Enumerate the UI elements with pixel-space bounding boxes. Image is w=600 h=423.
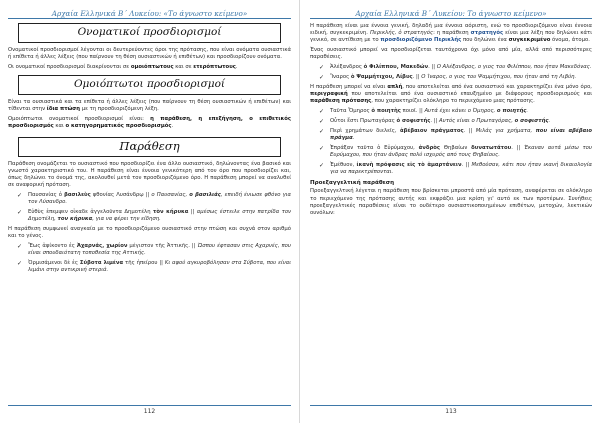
running-header: Αρχαία Ελληνικά Β΄ Λυκείου: «Το άγνωστο κείμενο» xyxy=(51,9,248,18)
subheading: Προεξαγγελτική παράθεση xyxy=(310,180,395,186)
header-rule xyxy=(8,18,291,19)
example-item: ✓ Παυσανίας ὁ βασιλεὺς φθονίας Λυσάνδρῳ || ο Παυσανίας, ο βασιλιάς, επειδή ένιωσε φθόνο για τον Λύσανδρο. xyxy=(17,192,291,206)
paragraph: Οι ονοματικοί προσδιορισμοί διακρίνονται σε ομοιόπτωτους και σε ετερόπτωτους. xyxy=(8,64,238,70)
example-item: ✓ Ἐπράξαν ταῦτα ὁ Εὐρύμαχου, ἀνδρὸς Θηβαίων δυνατωτάτου. || Έκαναν αυτά μέσω του Ευρύμαχου, που ήταν άνδρας πολύ ισχυρός από τους Θηβαίους. xyxy=(319,144,592,158)
paragraph: Η παράθεση μπορεί να είναι απλή, που αποτελείται από ένα ουσιαστικό και χαρακτηρίζει ένα μόνο όρο, περιγραφική που αποτελείται από ένα ουσιαστικό επαυξημένο με διάφορους προσδιορισμούς και παράθεση πρότασης, που χαρακτηρίζει ολόκληρο το περιεχόμενο μιας πρότασης. xyxy=(310,83,592,105)
example-item: ✓ Ἕως ἀφίκοντο ἐς Ἀχαρνάς, χωρίον μέγιστον τῆς Ἀττικῆς. || Ώσπου έφτασαν στις Αχαρνές, που είναι σπουδαιότατη τοποθεσία της Αττικής. xyxy=(17,243,291,257)
section-title: Ονοματικοί προσδιορισμοί xyxy=(77,26,222,38)
section-title: Παράθεση xyxy=(119,138,180,153)
example-item: ✓ Ἐμέθυον, ἱκανὴ πρόφασις εἰς τὸ ἁμαρτάνειν. || Μεθούσαν, κάτι που ήταν ικανή δικαιολογία για να παρεκτρέπονται. xyxy=(319,161,593,175)
check-icon: ✓ xyxy=(319,127,325,135)
section-title-box xyxy=(18,137,281,157)
page-number: 112 xyxy=(8,405,291,415)
example-item: ✓ Περὶ χρημάτων διελεῖς, ἀβέβαιον πράγματος. || Μιλάς για χρήματα, που είναι αβέβαιο πράγμα. xyxy=(319,127,593,141)
example-item: ✓ Οὗτοι ἔστι Πρωταγόρας ὁ σοφιστής. || Αυτός είναι ο Πρωταγόρας, ο σοφιστής. xyxy=(319,117,551,125)
paragraph: Παράθεση ονομάζεται το ουσιαστικό που προσδιορίζει ένα άλλο ουσιαστικό, δηλώνοντας ένα βασικό και γνωστό χαρακτηριστικό του. Η παράθεση είναι έννοια γενικότερη από τον όρο που προσδιορίζει και, όπως δηλώνει το όνομά της, ακολουθεί μετά τον προσδιοριζόμενο όρο. Η παράθεση μπορεί να αναλυθεί σε αναφορική πρόταση. xyxy=(8,160,291,189)
example-item: ✓ Ταῦτα Ὅμηρος ὁ ποιητὴς ποιοῖ. || Αυτά έχει κάνει ο Όμηρος, ο ποιητής. xyxy=(319,108,529,115)
paragraph: Προεξαγγελτική λέγεται η παράθεση που βρίσκεται μπροστά από μία πρόταση, αναφέρεται σε ολόκληρο το περιεχόμενο της πρότασης αυτής και εκφράζει μια κρίση γι' αυτό εκ των προτέρων. Συνήθεις προεξαγγελτικές παραθέσεις είναι το ουδέτερο ουσιαστικοποιημένων επιθέτων, μετοχών, λεκτικών ουνόλων: xyxy=(310,188,592,216)
example-item: ✓ Ἀλέξανδρος ὁ Φιλίππου, Μακεδών. || Ο Αλέξανδρος, ο γιος του Φιλίππου, που ήταν Μακεδόνας. xyxy=(319,64,592,72)
check-icon: ✓ xyxy=(17,209,23,217)
check-icon: ✓ xyxy=(319,108,325,115)
example-item: ✓ Ἴναρος ὁ Ψαμμήτιχου, Λίβυς. || Ο Ίναρος, ο γιος του Ψαμμήτιχου, που ήταν από τη Λιβύη. xyxy=(319,74,577,81)
paragraph: Είναι τα ουσιαστικά και τα επίθετα ή άλλες λέξεις (που παίρνουν τη θέση ουσιαστικών ή επιθέτων) και τίθενται στην ίδια πτώση με τη προσδιοριζόμενη λέξη. xyxy=(8,99,291,113)
section-title: Ομοιόπτωτοι προσδιορισμοί xyxy=(73,78,226,91)
paragraph: Η παράθεση είναι μια έννοια γενική, δηλαδή μια έννοια αόριστη, ενώ το προσδιοριζόμενο είναι έννοια ειδική, συγκεκριμένη. Περικλής, ὁ στρατηγός: η παράθεση στρατηγός είναι μια λέξη που δηλώνει κάτι γενικό, σε αντίθεση με το προσδιοριζόμενο Περικλής που δηλώνει ένα συγκεκριμένο όνομα, άτομο. xyxy=(310,23,592,44)
section-title-box xyxy=(18,23,281,43)
running-header: Αρχαία Ελληνικά Β΄ Λυκείου: Το άγνωστο κείμενο» xyxy=(355,9,547,18)
paragraph: Ένας ουσιαστικό μπορεί να προσδιορίζεται ταυτόχρονα όχι μόνο από μία, αλλά από περισσότερες παραθέσεις. xyxy=(310,47,592,61)
example-item: ✓ Ὁρμισάμενοι δὲ ἐς Σύβοτα λιμένα τῆς ἠπείρου || Κι αφού αγκυροβόλησαν στα Σύβοτα, που είναι λιμάνι στην αντικρινή στεριά. xyxy=(17,260,291,274)
check-icon: ✓ xyxy=(319,117,325,125)
paragraph: Ομοιόπτωτοι ονοματικοί προσδιορισμοί είναι: η παράθεση, η επεξήγηση, ο επιθετικός προσδιορισμός και ο κατηγορηματικός προσδιορισμός. xyxy=(8,116,291,130)
example-item: ✓ Εὐθὺς ἐπεμψεν οἰκαδε ἀγγελοῦντα Δημοτέλη τὸν κήρυκα || αμέσως έστειλε στην πατρίδα τον Δημοτέλη, τον κήρυκα, για να φέρει την είδηση. xyxy=(17,209,292,223)
check-icon: ✓ xyxy=(319,74,325,81)
check-icon: ✓ xyxy=(17,192,23,200)
check-icon: ✓ xyxy=(319,144,325,152)
check-icon: ✓ xyxy=(319,64,325,72)
page-number: 113 xyxy=(310,405,592,415)
check-icon: ✓ xyxy=(17,243,23,251)
section-title-box xyxy=(18,75,281,95)
right-page xyxy=(300,0,600,423)
check-icon: ✓ xyxy=(319,161,325,169)
check-icon: ✓ xyxy=(17,260,23,268)
header-rule xyxy=(310,18,592,19)
paragraph: Ονοματικοί προσδιορισμοί λέγονται οι δευτερεύοντες όροι της πρότασης, που είναι ονόματα ουσιαστικά ή επίθετα ή άλλες λέξεις (που παίρνουν τη θέση ουσιαστικών ή επιθέτων) και προσδιορίζουν ονόματα. xyxy=(8,47,291,61)
paragraph: Η παράθεση συμφωνεί αναγκαία με το προσδιοριζόμενο ουσιαστικό στην πτώση και συχνά στον αριθμό και το γένος. xyxy=(8,226,291,240)
